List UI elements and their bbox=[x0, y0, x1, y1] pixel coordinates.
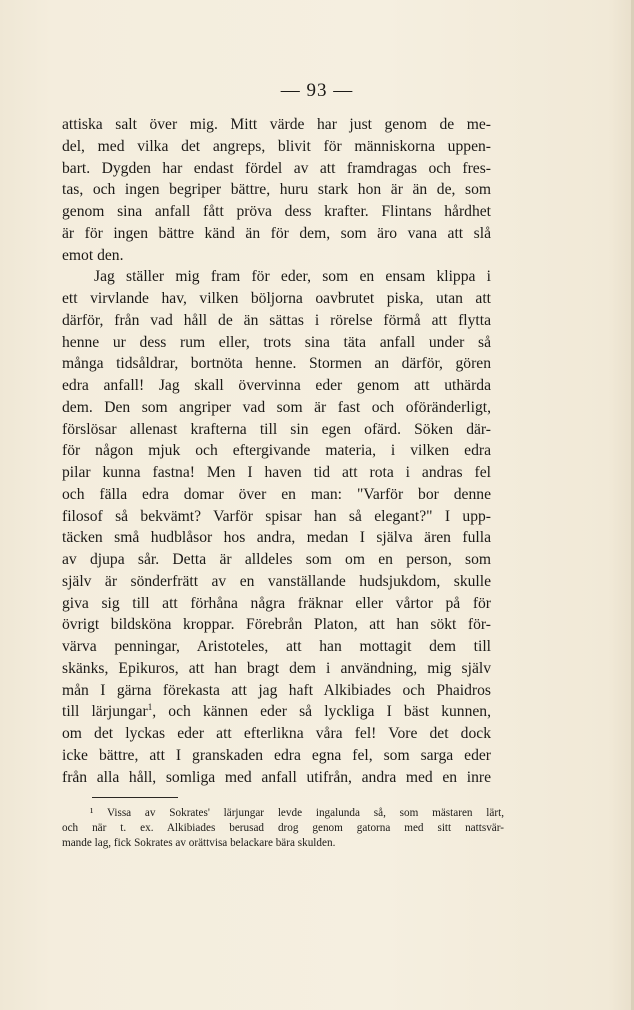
text-line: tas, och ingen begriper bättre, huru stark hon är än de, som bbox=[62, 181, 491, 199]
text-fragment: , och kännen eder så lyckliga I bäst kunnen, bbox=[152, 703, 491, 721]
text-line: skänks, Epikuros, att han bragt dem i användning, mig själv bbox=[62, 659, 491, 677]
text-line: av djupa sår. Detta är alldeles som om en person, som bbox=[62, 551, 491, 568]
text-line: filosof så bekvämt? Varför spisar han så elegant?" I upp- bbox=[62, 507, 491, 525]
text-line: från alla håll, somliga med anfall utifrån, andra med en inre bbox=[62, 768, 491, 786]
text-line: om det lyckas eder att efterlikna våra fel! Vore det dock bbox=[62, 725, 491, 742]
text-line: många tidsåldrar, bortnöta henne. Stormen an därför, gören bbox=[62, 355, 491, 373]
footnote-line: mande lag, fick Sokrates av orättvisa belackare bära skulden. bbox=[62, 837, 336, 849]
footnotes bbox=[62, 806, 504, 851]
text-line: henne ur dess rum eller, trots sina täta anfall under så bbox=[62, 333, 491, 351]
body-text bbox=[62, 114, 491, 788]
text-line: genom sina anfall fått pröva dess krafter. Flintans hårdhet bbox=[62, 203, 491, 220]
text-line: edra anfall! Jag skall övervinna eder genom att uthärda bbox=[62, 377, 491, 394]
text-line: ett virvlande hav, vilken böljorna oavbrutet piska, utan att bbox=[62, 290, 491, 307]
footnote-line: ¹ Vissa av Sokrates' lärjungar levde ingalunda så, som mästaren lärt, bbox=[90, 807, 504, 819]
text-line: del, med vilka det angreps, blivit för människorna uppen- bbox=[62, 137, 491, 155]
text-line: själv är sönderfrätt av en vanställande hudsjukdom, skulle bbox=[62, 572, 491, 590]
text-line: attiska salt över mig. Mitt värde har just genom de me- bbox=[62, 116, 491, 133]
page-number: — 93 — bbox=[280, 80, 354, 101]
text-line: förslösar allenast krafterna till sin egen ofärd. Söken där- bbox=[62, 420, 491, 438]
text-line: och fälla edra domar över en man: "Varför bor denne bbox=[62, 485, 491, 503]
text-line: för någon mjuk och eftergivande materia, i vilken edra bbox=[62, 442, 491, 460]
footnote-line: och när t. ex. Alkibiades berusad drog genom gatorna med sitt nattsvär- bbox=[62, 822, 504, 834]
text-line: dem. Den som angriper vad som är fast och oföränderligt, bbox=[62, 398, 491, 416]
text-line: övrigt bildsköna kroppar. Förebrån Platon, att han sökt för- bbox=[62, 616, 491, 634]
text-line: är för ingen bättre känd än för dem, som äro vana att slå bbox=[62, 224, 491, 242]
text-line: täcken små hudblåsor hos andra, medan I själva ären fulla bbox=[62, 529, 491, 547]
text-line: icke bättre, att I granskaden edra egna fel, som sarga eder bbox=[62, 746, 491, 764]
text-line: därför, från vad håll de än sättas i rörelse förmå att flytta bbox=[62, 311, 491, 329]
text-line: pilar kunna fastna! Men I haven tid att rota i andras fel bbox=[62, 464, 491, 481]
footnote-divider bbox=[92, 797, 178, 798]
text-line: Jag ställer mig fram för eder, som en ensam klippa i bbox=[94, 268, 491, 286]
text-line: bart. Dygden har endast fördel av att framdragas och fres- bbox=[62, 159, 491, 177]
text-line-with-footnote bbox=[62, 701, 491, 723]
footnote-marker: 1 bbox=[147, 702, 153, 713]
text-line: värva penningar, Aristoteles, att han mottagit dem till bbox=[62, 638, 491, 655]
text-line: mån I gärna förekasta att jag haft Alkibiades och Phaidros bbox=[62, 681, 491, 699]
text-line: giva sig till att förhåna några fräknar eller vårtor på för bbox=[62, 594, 491, 612]
text-line: emot den. bbox=[62, 246, 124, 264]
text-fragment: till lärjungar bbox=[62, 703, 148, 721]
